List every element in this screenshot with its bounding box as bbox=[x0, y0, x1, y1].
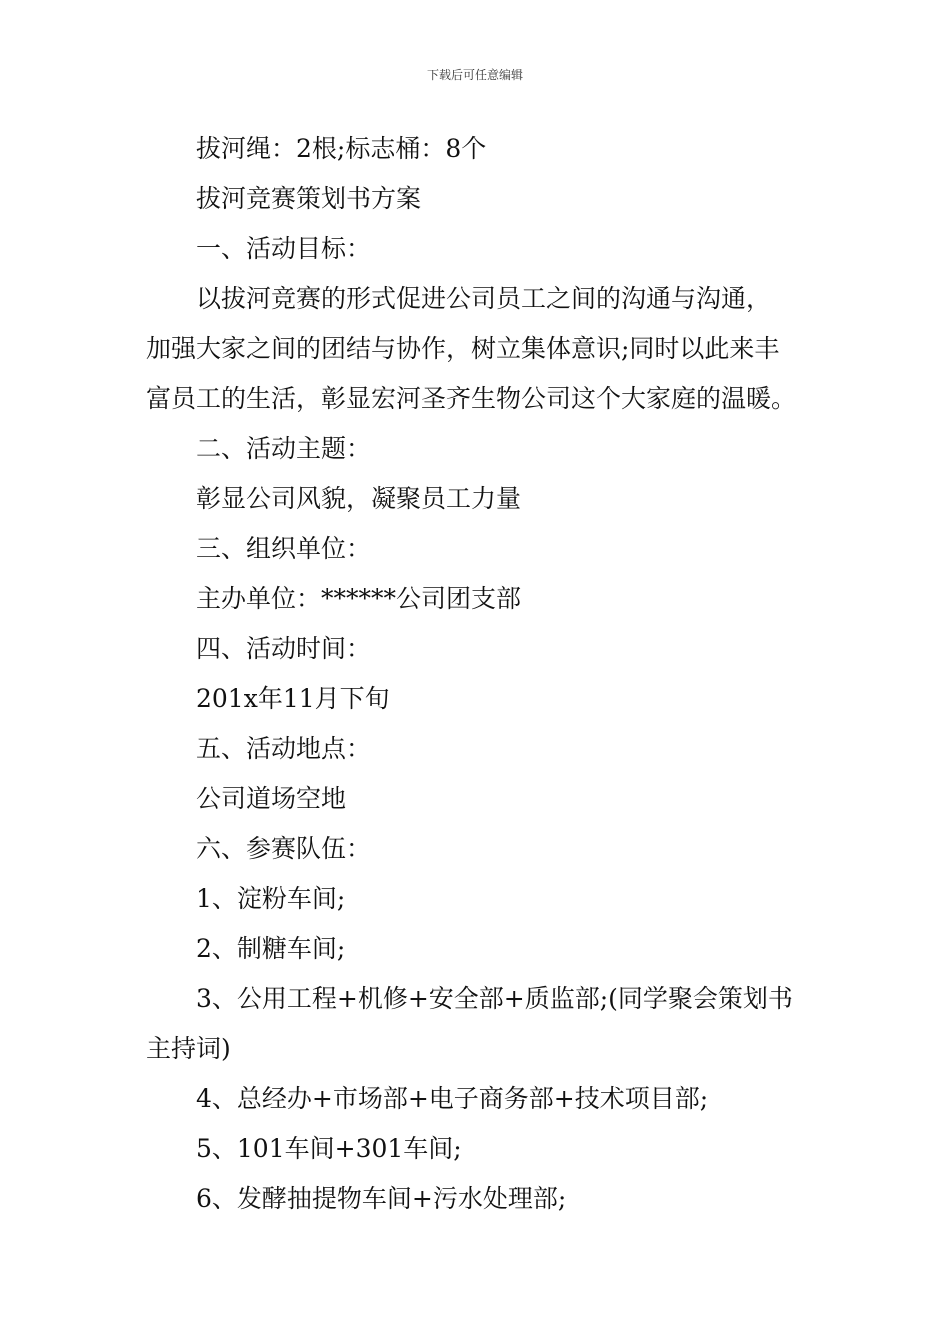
text-line: 201x年11月下旬 bbox=[196, 684, 390, 713]
text-line: 拔河绳：2根;标志桶：8个 bbox=[196, 134, 487, 163]
paragraph-line: 加强大家之间的团结与协作，树立集体意识;同时以此来丰 bbox=[146, 334, 780, 363]
page-header: 下载后可任意编辑 bbox=[426, 68, 523, 82]
section-heading: 五、活动地点： bbox=[196, 734, 372, 763]
list-item: 1、淀粉车间; bbox=[196, 884, 346, 913]
section-heading: 一、活动目标： bbox=[196, 234, 372, 263]
text-line: 主办单位：******公司团支部 bbox=[196, 584, 522, 613]
document-title: 拔河竞赛策划书方案 bbox=[196, 184, 422, 213]
section-heading: 四、活动时间： bbox=[196, 634, 372, 663]
list-item: 3、公用工程+机修+安全部+质监部;(同学聚会策划书 bbox=[196, 984, 793, 1013]
list-item: 2、制糖车间; bbox=[196, 934, 346, 963]
list-item: 主持词) bbox=[146, 1034, 231, 1063]
list-item: 6、发酵抽提物车间+污水处理部; bbox=[196, 1184, 567, 1213]
section-heading: 六、参赛队伍： bbox=[196, 834, 372, 863]
section-heading: 三、组织单位： bbox=[196, 534, 372, 563]
text-line: 彰显公司风貌，凝聚员工力量 bbox=[196, 484, 522, 513]
section-heading: 二、活动主题： bbox=[196, 434, 372, 463]
text-line: 公司道场空地 bbox=[196, 784, 347, 813]
list-item: 4、总经办+市场部+电子商务部+技术项目部; bbox=[196, 1084, 709, 1113]
paragraph-line: 以拔河竞赛的形式促进公司员工之间的沟通与沟通， bbox=[196, 284, 772, 313]
paragraph-line: 富员工的生活，彰显宏河圣齐生物公司这个大家庭的温暖。 bbox=[146, 384, 797, 413]
list-item: 5、101车间+301车间; bbox=[196, 1134, 462, 1163]
